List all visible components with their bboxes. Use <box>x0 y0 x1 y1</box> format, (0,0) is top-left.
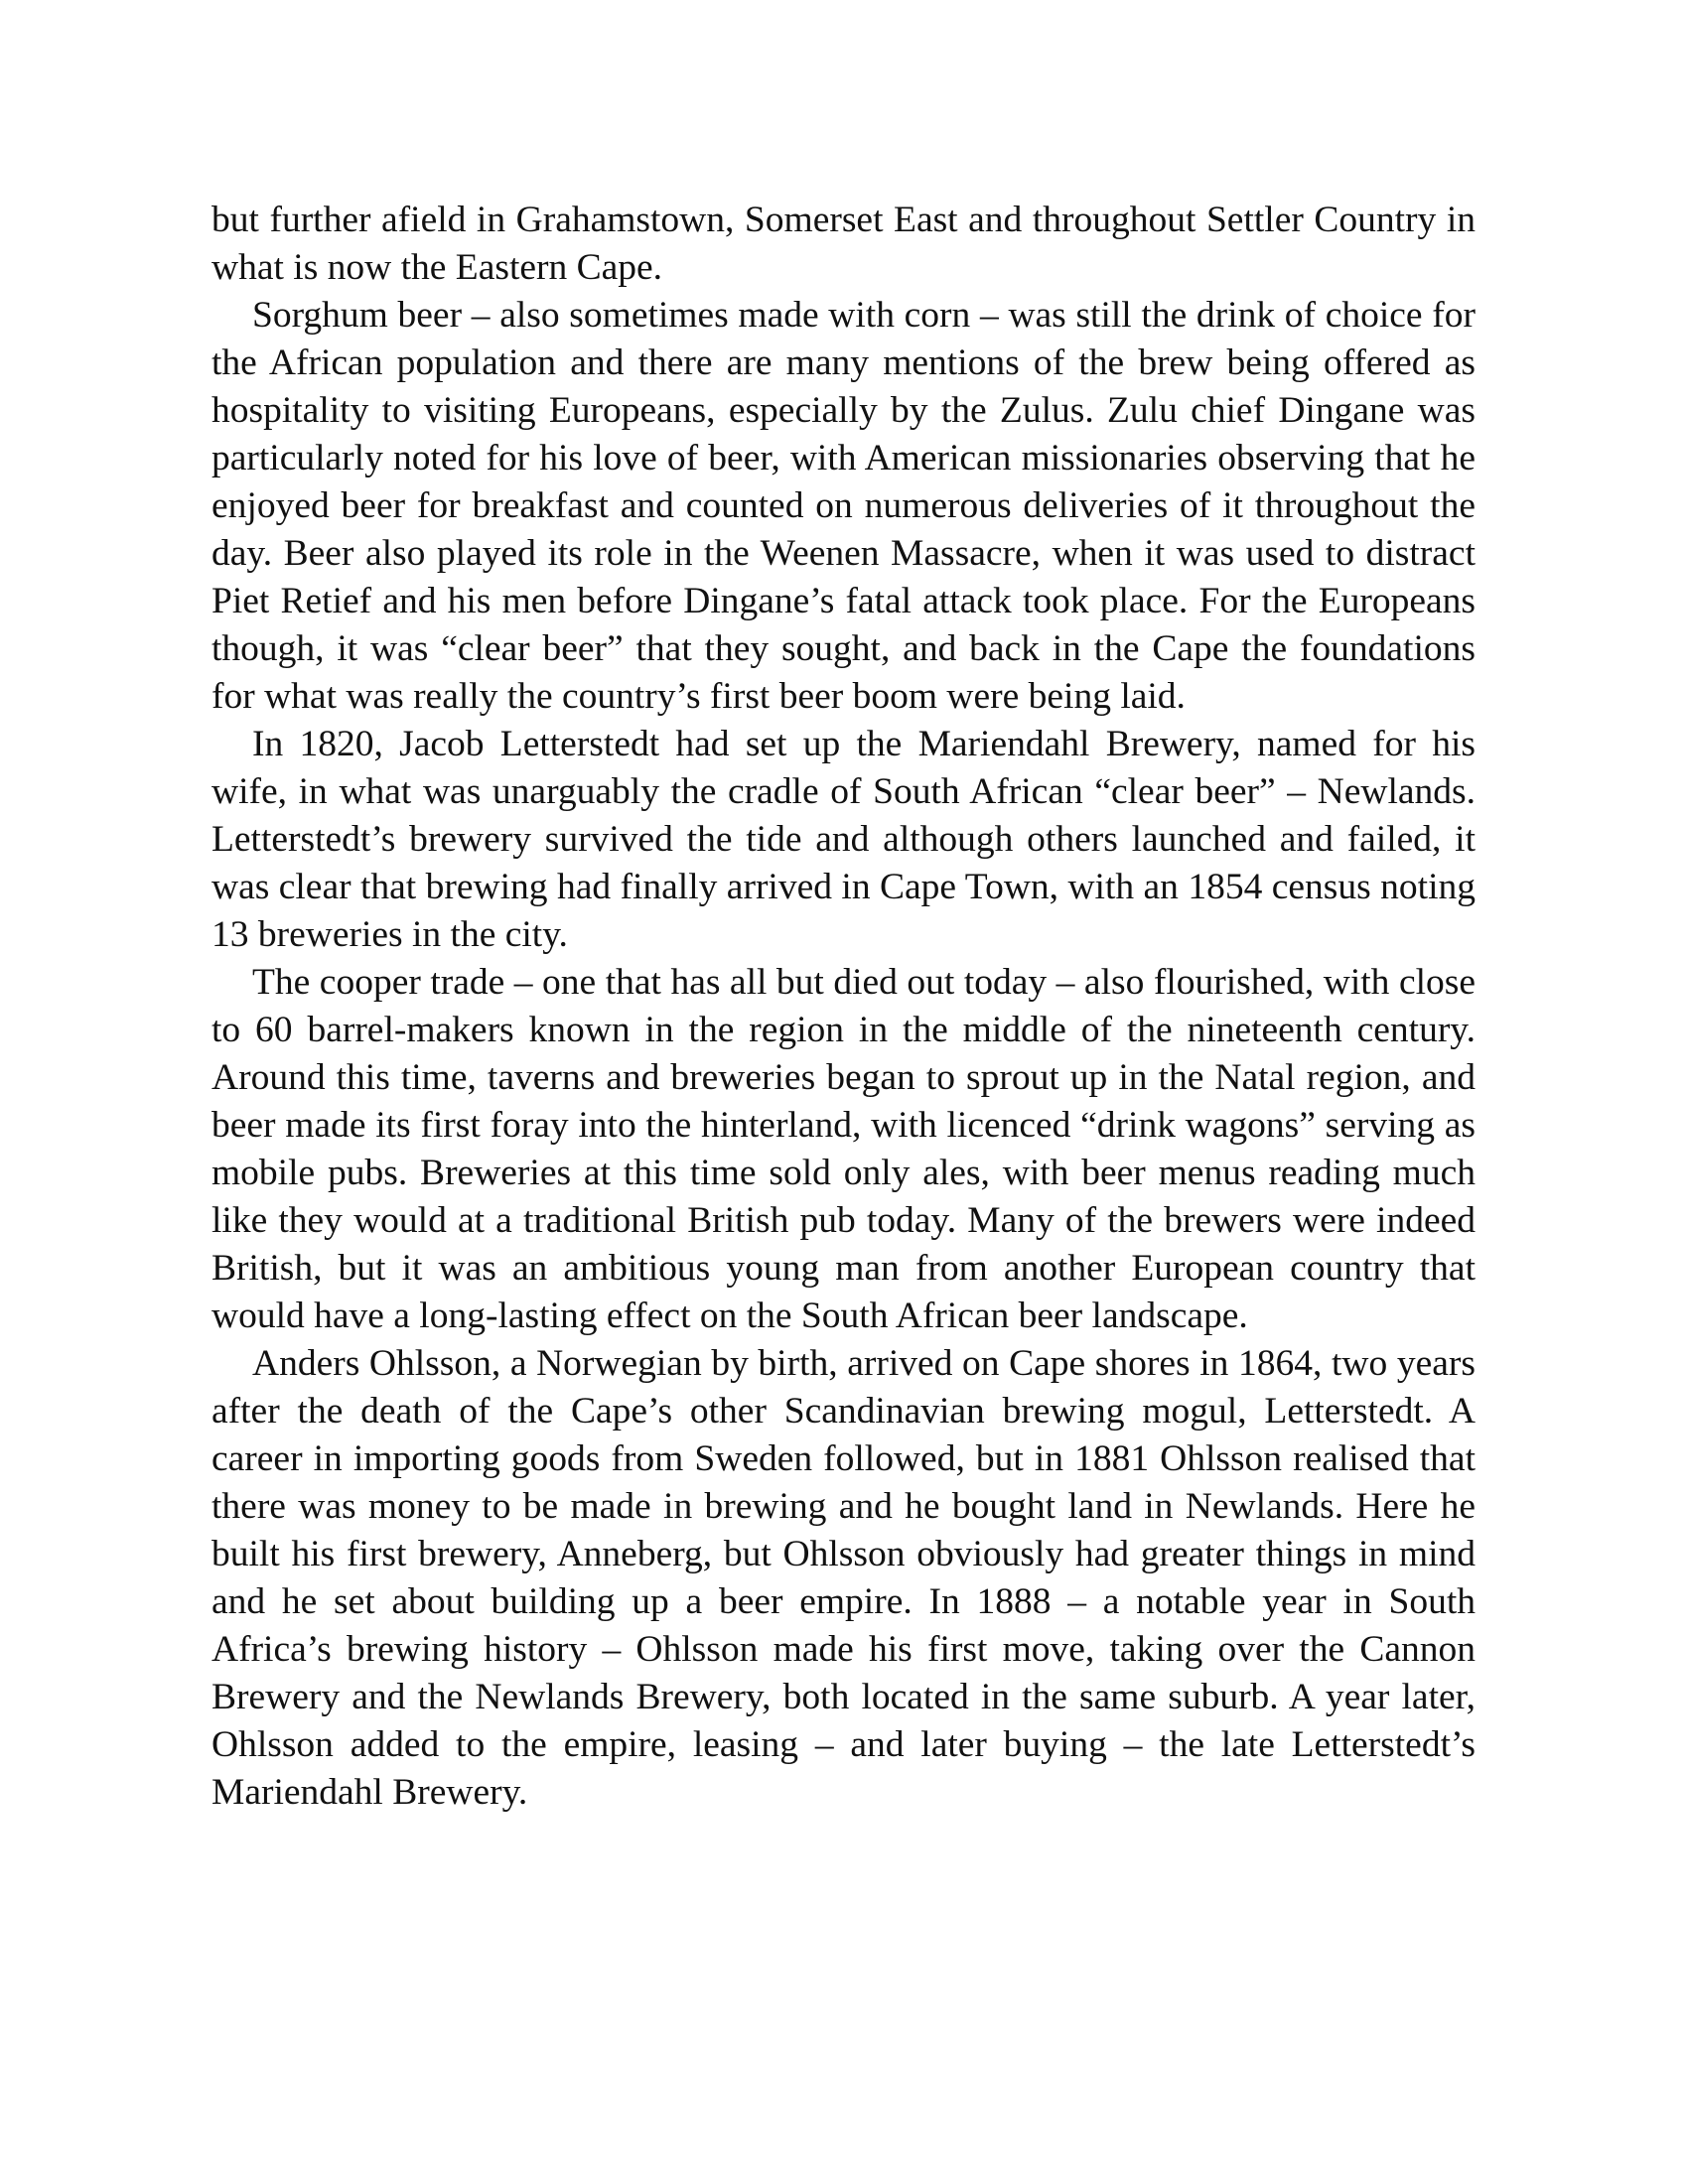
paragraph-cooper-trade: The cooper trade – one that has all but died out today – also flourished, with close to 60 barrel-makers known in the region in the middle of the nineteenth century. Around this time, taverns and breweries began to sprout up in the Natal region, and beer made its first foray into the hinterland, with licenced “drink wagons” serving as mobile pubs. Breweries at this time sold only ales, with beer menus reading much like they would at a traditional British pub today. Many of the brewers were indeed British, but it was an ambitious young man from another European country that would have a long-lasting effect on the South African beer landscape. <box>211 962 1476 1336</box>
paragraph-continued: but further afield in Grahamstown, Somerset East and throughout Settler Country in what is now the Eastern Cape. <box>211 200 1476 288</box>
body-text <box>211 197 1476 1817</box>
paragraph-ohlsson: Anders Ohlsson, a Norwegian by birth, arrived on Cape shores in 1864, two years after the death of the Cape’s other Scandinavian brewing mogul, Letterstedt. A career in importing goods from Sweden followed, but in 1881 Ohlsson realised that there was money to be made in brewing and he bought land in Newlands. Here he built his first brewery, Anneberg, but Ohlsson obviously had greater things in mind and he set about building up a beer empire. In 1888 – a notable year in South Africa’s brewing history – Ohlsson made his first move, taking over the Cannon Brewery and the Newlands Brewery, both located in the same suburb. A year later, Ohlsson added to the empire, leasing – and later buying – the late Letterstedt’s Mariendahl Brewery. <box>211 1343 1476 1813</box>
paragraph-sorghum-beer: Sorghum beer – also sometimes made with corn – was still the drink of choice for the African population and there are many mentions of the brew being offered as hospitality to visiting Europeans, especially by the Zulus. Zulu chief Dingane was particularly noted for his love of beer, with American missionaries observing that he enjoyed beer for breakfast and counted on numerous deliveries of it throughout the day. Beer also played its role in the Weenen Massacre, when it was used to distract Piet Retief and his men before Dingane’s fatal attack took place. For the Europeans though, it was “clear beer” that they sought, and back in the Cape the foundations for what was really the country’s first beer boom were being laid. <box>211 295 1476 717</box>
paragraph-letterstedt: In 1820, Jacob Letterstedt had set up the Mariendahl Brewery, named for his wife, in what was unarguably the cradle of South African “clear beer” – Newlands. Letterstedt’s brewery survived the tide and although others launched and failed, it was clear that brewing had finally arrived in Cape Town, with an 1854 census noting 13 breweries in the city. <box>211 724 1476 955</box>
